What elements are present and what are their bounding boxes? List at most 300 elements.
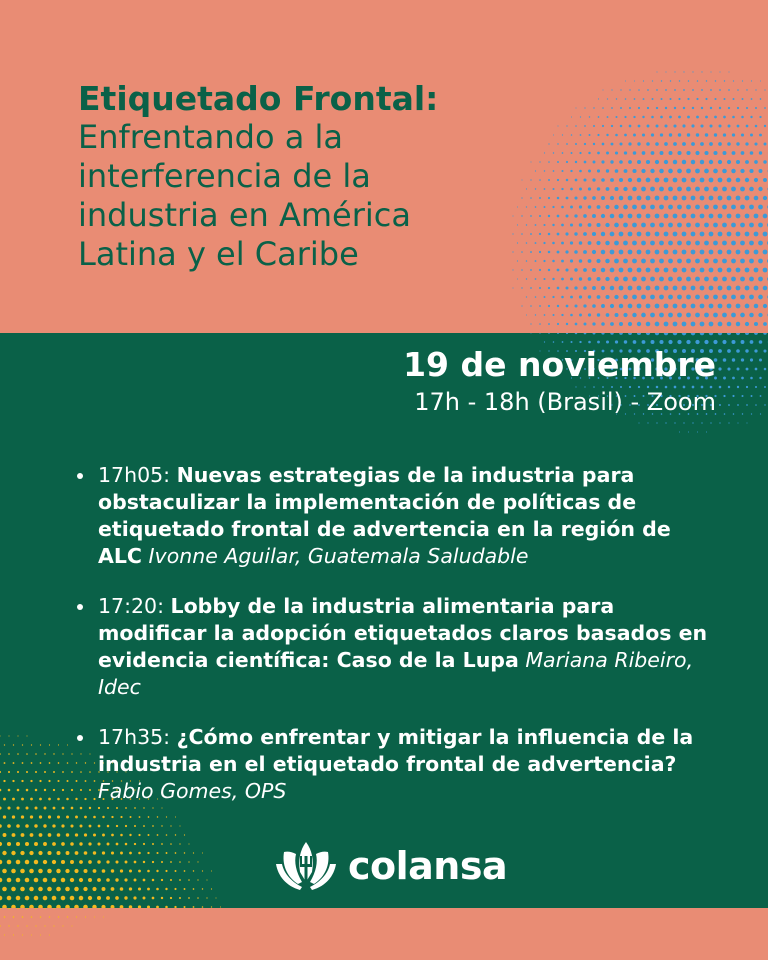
halftone-dot <box>539 333 540 334</box>
halftone-dot <box>724 80 725 81</box>
halftone-dot <box>632 187 637 192</box>
halftone-dot <box>682 268 687 273</box>
halftone-dot <box>656 71 657 72</box>
halftone-dot <box>637 322 641 326</box>
halftone-dot <box>731 187 736 192</box>
halftone-dot <box>152 879 155 882</box>
halftone-dot <box>66 833 69 836</box>
halftone-dot <box>52 896 57 901</box>
halftone-dot <box>579 188 582 191</box>
halftone-dot <box>755 368 758 371</box>
halftone-dot <box>723 116 726 119</box>
halftone-dot <box>700 286 705 291</box>
halftone-dot <box>745 178 749 182</box>
halftone-dot <box>93 833 96 836</box>
halftone-dot <box>597 205 601 209</box>
halftone-dot <box>683 89 685 91</box>
halftone-dot <box>668 313 673 318</box>
halftone-dot <box>682 304 687 309</box>
halftone-dot <box>25 896 30 901</box>
halftone-dot <box>31 762 33 764</box>
halftone-dot <box>12 798 15 801</box>
halftone-dot <box>583 304 586 307</box>
halftone-dot <box>610 160 613 163</box>
halftone-dot <box>166 834 168 836</box>
halftone-dot <box>29 869 34 874</box>
halftone-dot <box>4 934 5 935</box>
halftone-dot <box>561 278 564 281</box>
halftone-dot <box>723 151 727 155</box>
halftone-dot <box>638 89 640 91</box>
halftone-dot <box>728 89 730 91</box>
halftone-dot <box>751 80 752 81</box>
halftone-dot <box>727 196 732 201</box>
halftone-dot <box>610 304 614 308</box>
halftone-dot <box>619 322 623 326</box>
halftone-dot <box>695 187 700 192</box>
halftone-dot <box>170 861 172 863</box>
halftone-dot <box>62 753 63 754</box>
halftone-dot <box>570 277 573 280</box>
halftone-dot <box>548 287 550 289</box>
halftone-dot <box>25 842 29 846</box>
halftone-dot <box>722 277 727 282</box>
halftone-dot <box>763 349 766 352</box>
halftone-dot <box>588 205 592 209</box>
halftone-dot <box>754 349 757 352</box>
agenda-topic: Lobby de la industria alimentaria para modificar la adopción etiquetados claros basados en evidencia científica: Caso de la Lupa <box>98 594 708 672</box>
halftone-dot <box>740 187 745 192</box>
halftone-dot <box>53 908 55 909</box>
halftone-dot <box>579 170 582 173</box>
halftone-dot <box>696 98 698 100</box>
halftone-dot <box>673 160 677 164</box>
halftone-dot <box>629 89 630 90</box>
halftone-dot <box>4 916 6 918</box>
halftone-dot <box>751 395 753 397</box>
halftone-dot <box>759 377 761 379</box>
halftone-dot <box>674 422 675 423</box>
halftone-dot <box>650 277 655 282</box>
halftone-dot <box>29 887 34 892</box>
halftone-dot <box>17 908 19 909</box>
halftone-dot <box>48 780 50 782</box>
halftone-dot <box>588 313 591 316</box>
halftone-dot <box>732 116 735 119</box>
halftone-dot <box>677 277 682 282</box>
halftone-dot <box>758 295 763 300</box>
halftone-dot <box>763 160 766 163</box>
halftone-dot <box>44 925 45 926</box>
halftone-dot <box>84 833 87 836</box>
halftone-dot <box>583 250 587 254</box>
halftone-dot <box>728 107 730 109</box>
halftone-dot <box>632 295 637 300</box>
halftone-dot <box>601 304 605 308</box>
halftone-dot <box>8 925 9 926</box>
halftone-dot <box>745 214 750 219</box>
halftone-dot <box>749 313 754 318</box>
halftone-dot <box>660 98 662 100</box>
halftone-dot <box>674 89 676 91</box>
halftone-dot <box>138 834 140 836</box>
halftone-dot <box>11 851 15 855</box>
halftone-dot <box>659 205 664 210</box>
halftone-dot <box>88 842 91 845</box>
halftone-dot <box>11 869 16 874</box>
halftone-dot <box>727 160 731 164</box>
halftone-dot <box>700 232 705 237</box>
halftone-dot <box>718 160 722 164</box>
halftone-dot <box>562 152 564 154</box>
halftone-dot <box>202 852 203 853</box>
halftone-dot <box>619 160 623 164</box>
halftone-dot <box>170 879 172 881</box>
halftone-dot <box>535 314 536 315</box>
halftone-dot <box>61 842 65 846</box>
halftone-dot <box>143 879 146 882</box>
halftone-dot <box>704 151 708 155</box>
halftone-dot <box>583 268 587 272</box>
halftone-dot <box>723 133 726 136</box>
header-band <box>0 0 768 333</box>
halftone-dot <box>592 322 595 325</box>
halftone-dot <box>601 333 604 335</box>
agenda-time: 17:20: <box>98 594 164 618</box>
halftone-dot <box>651 151 655 155</box>
halftone-dot <box>746 125 749 128</box>
halftone-dot <box>759 134 762 137</box>
halftone-dot <box>593 161 596 164</box>
halftone-dot <box>571 116 572 117</box>
halftone-dot <box>686 223 691 228</box>
halftone-dot <box>670 80 671 81</box>
halftone-dot <box>764 386 766 388</box>
halftone-dot <box>16 842 20 846</box>
halftone-dot <box>655 268 660 273</box>
halftone-dot <box>664 160 668 164</box>
halftone-dot <box>759 116 761 118</box>
halftone-dot <box>7 806 10 809</box>
halftone-dot <box>25 878 30 883</box>
halftone-dot <box>134 861 137 864</box>
halftone-dot <box>691 178 696 183</box>
halftone-dot <box>637 214 642 219</box>
halftone-dot <box>758 187 762 191</box>
halftone-dot <box>102 869 106 873</box>
halftone-dot <box>40 762 42 764</box>
halftone-dot <box>561 242 564 245</box>
halftone-dot <box>530 287 532 289</box>
halftone-dot <box>647 107 649 109</box>
halftone-dot <box>62 789 64 791</box>
halftone-dot <box>664 124 667 127</box>
halftone-dot <box>668 151 672 155</box>
halftone-dot <box>25 860 30 865</box>
halftone-dot <box>543 242 545 244</box>
halftone-dot <box>731 295 736 300</box>
halftone-dot <box>759 151 762 154</box>
halftone-dot <box>97 878 101 882</box>
halftone-dot <box>8 789 11 792</box>
halftone-dot <box>53 807 56 810</box>
halftone-dot <box>597 169 600 172</box>
halftone-dot <box>713 241 718 246</box>
halftone-dot <box>85 916 86 917</box>
halftone-dot <box>583 178 586 181</box>
halftone-dot <box>579 259 583 263</box>
halftone-dot <box>718 196 723 201</box>
halftone-dot <box>574 304 577 307</box>
halftone-dot <box>38 869 43 874</box>
halftone-dot <box>602 89 603 90</box>
halftone-dot <box>526 278 527 279</box>
halftone-dot <box>596 241 600 245</box>
halftone-dot <box>48 833 52 837</box>
halftone-dot <box>624 151 627 154</box>
halftone-dot <box>713 187 718 192</box>
halftone-dot <box>700 214 705 219</box>
halftone-dot <box>682 333 687 335</box>
halftone-dot <box>668 169 673 174</box>
halftone-dot <box>701 89 703 91</box>
halftone-dot <box>62 807 65 810</box>
halftone-dot <box>719 71 720 72</box>
halftone-dot <box>709 250 714 255</box>
halftone-dot <box>629 107 631 109</box>
halftone-dot <box>521 305 522 306</box>
halftone-dot <box>695 277 700 282</box>
halftone-dot <box>601 250 606 255</box>
halftone-dot <box>35 925 36 926</box>
halftone-dot <box>763 250 768 255</box>
halftone-dot <box>625 81 626 82</box>
halftone-dot <box>552 278 554 280</box>
halftone-dot <box>583 214 587 218</box>
halftone-dot <box>749 277 754 282</box>
halftone-dot <box>111 869 114 872</box>
halftone-dot <box>682 214 687 219</box>
halftone-dot <box>197 897 199 899</box>
halftone-dot <box>741 116 744 119</box>
halftone-dot <box>93 869 97 873</box>
halftone-dot <box>749 187 754 192</box>
halftone-dot <box>710 71 711 72</box>
halftone-dot <box>548 323 550 325</box>
halftone-dot <box>165 888 167 890</box>
halftone-dot <box>740 223 745 228</box>
halftone-dot <box>673 196 678 201</box>
halftone-dot <box>659 313 664 318</box>
halftone-dot <box>115 860 118 863</box>
halftone-dot <box>741 151 745 155</box>
halftone-dot <box>628 333 632 335</box>
halftone-dot <box>628 304 633 309</box>
halftone-dot <box>659 295 664 300</box>
halftone-dot <box>40 744 41 745</box>
halftone-dot <box>57 780 59 782</box>
halftone-dot <box>758 241 763 246</box>
halftone-dot <box>43 878 48 883</box>
halftone-dot <box>650 205 655 210</box>
halftone-dot <box>579 205 582 208</box>
halftone-dot <box>731 241 736 246</box>
halftone-dot <box>601 286 605 290</box>
halftone-dot <box>29 851 33 855</box>
halftone-dot <box>750 151 754 155</box>
halftone-dot <box>643 80 644 81</box>
halftone-dot <box>710 89 712 91</box>
halftone-dot <box>570 259 573 262</box>
halftone-dot <box>34 896 39 901</box>
halftone-dot <box>722 340 726 344</box>
halftone-dot <box>579 241 583 245</box>
halftone-dot <box>718 250 723 255</box>
halftone-dot <box>750 377 753 380</box>
halftone-dot <box>646 268 651 273</box>
halftone-dot <box>760 98 762 100</box>
halftone-dot <box>714 98 716 100</box>
halftone-dot <box>62 771 64 773</box>
halftone-dot <box>70 896 75 901</box>
halftone-dot <box>129 834 131 836</box>
halftone-dot <box>745 160 749 164</box>
halftone-dot <box>598 116 600 118</box>
halftone-dot <box>704 205 709 210</box>
halftone-dot <box>614 295 618 299</box>
halftone-dot <box>175 834 176 835</box>
halftone-dot <box>71 908 73 909</box>
halftone-dot <box>39 798 42 801</box>
halftone-dot <box>102 851 105 854</box>
halftone-dot <box>22 916 24 918</box>
halftone-dot <box>170 843 172 845</box>
halftone-dot <box>718 232 723 237</box>
halftone-dot <box>719 386 722 389</box>
halftone-dot <box>570 241 573 244</box>
halftone-dot <box>646 304 651 309</box>
halftone-dot <box>686 295 691 300</box>
halftone-dot <box>692 422 693 423</box>
halftone-dot <box>722 223 727 228</box>
halftone-dot <box>713 169 718 174</box>
halftone-dot <box>579 277 582 280</box>
halftone-dot <box>638 107 640 109</box>
halftone-dot <box>602 143 605 146</box>
halftone-dot <box>700 304 705 309</box>
halftone-dot <box>623 259 628 264</box>
halftone-dot <box>637 160 641 164</box>
halftone-dot <box>749 295 754 300</box>
halftone-dot <box>763 322 767 326</box>
halftone-dot <box>557 179 559 181</box>
halftone-dot <box>664 268 669 273</box>
halftone-dot <box>736 322 740 326</box>
halftone-dot <box>727 322 732 327</box>
halftone-dot <box>665 89 667 91</box>
halftone-dot <box>686 187 691 192</box>
halftone-dot <box>664 142 668 146</box>
halftone-dot <box>16 860 21 865</box>
halftone-dot <box>751 98 753 100</box>
halftone-dot <box>601 160 604 163</box>
halftone-dot <box>156 888 159 891</box>
halftone-dot <box>692 107 694 109</box>
halftone-dot <box>709 214 714 219</box>
halftone-dot <box>156 852 158 854</box>
halftone-dot <box>736 142 739 145</box>
halftone-dot <box>754 178 758 182</box>
halftone-dot <box>754 286 759 291</box>
halftone-dot <box>138 852 141 855</box>
halftone-dot <box>570 223 573 226</box>
halftone-dot <box>611 107 613 109</box>
halftone-dot <box>7 824 11 828</box>
halftone-dot <box>763 333 767 335</box>
event-date-block <box>403 343 716 417</box>
halftone-dot <box>579 152 581 154</box>
halftone-dot <box>646 286 651 291</box>
halftone-dot <box>526 314 527 315</box>
halftone-dot <box>583 232 587 236</box>
halftone-dot <box>650 259 655 264</box>
footer-band <box>0 908 768 960</box>
halftone-dot <box>16 878 21 883</box>
halftone-dot <box>588 259 592 263</box>
halftone-dot <box>740 259 745 264</box>
halftone-dot <box>763 232 768 237</box>
halftone-dot <box>718 124 721 127</box>
halftone-dot <box>673 142 677 146</box>
halftone-dot <box>673 124 676 127</box>
halftone-dot <box>746 404 748 406</box>
halftone-dot <box>97 896 101 900</box>
halftone-dot <box>61 896 66 901</box>
halftone-dot <box>732 358 735 361</box>
halftone-dot <box>570 206 573 209</box>
halftone-dot <box>7 896 12 901</box>
halftone-dot <box>557 161 559 163</box>
halftone-dot <box>52 824 55 827</box>
halftone-dot <box>624 134 627 137</box>
halftone-dot <box>709 268 714 273</box>
halftone-dot <box>655 333 659 335</box>
halftone-dot <box>553 314 555 316</box>
halftone-dot <box>710 107 712 109</box>
halftone-dot <box>610 333 614 335</box>
halftone-dot <box>664 214 669 219</box>
halftone-dot <box>561 314 563 316</box>
halftone-dot <box>601 268 605 272</box>
halftone-dot <box>161 843 163 845</box>
halftone-dot <box>606 152 609 155</box>
halftone-dot <box>623 313 627 317</box>
halftone-dot <box>589 116 590 117</box>
halftone-dot <box>733 98 735 100</box>
halftone-dot <box>745 304 750 309</box>
halftone-dot <box>557 323 559 325</box>
halftone-dot <box>615 134 618 137</box>
halftone-dot <box>691 304 696 309</box>
halftone-dot <box>605 295 609 299</box>
halftone-dot <box>700 268 705 273</box>
halftone-dot <box>601 178 605 182</box>
halftone-dot <box>161 861 163 863</box>
halftone-dot <box>88 878 92 882</box>
halftone-dot <box>740 205 745 210</box>
halftone-dot <box>732 377 735 380</box>
halftone-dot <box>646 142 650 146</box>
